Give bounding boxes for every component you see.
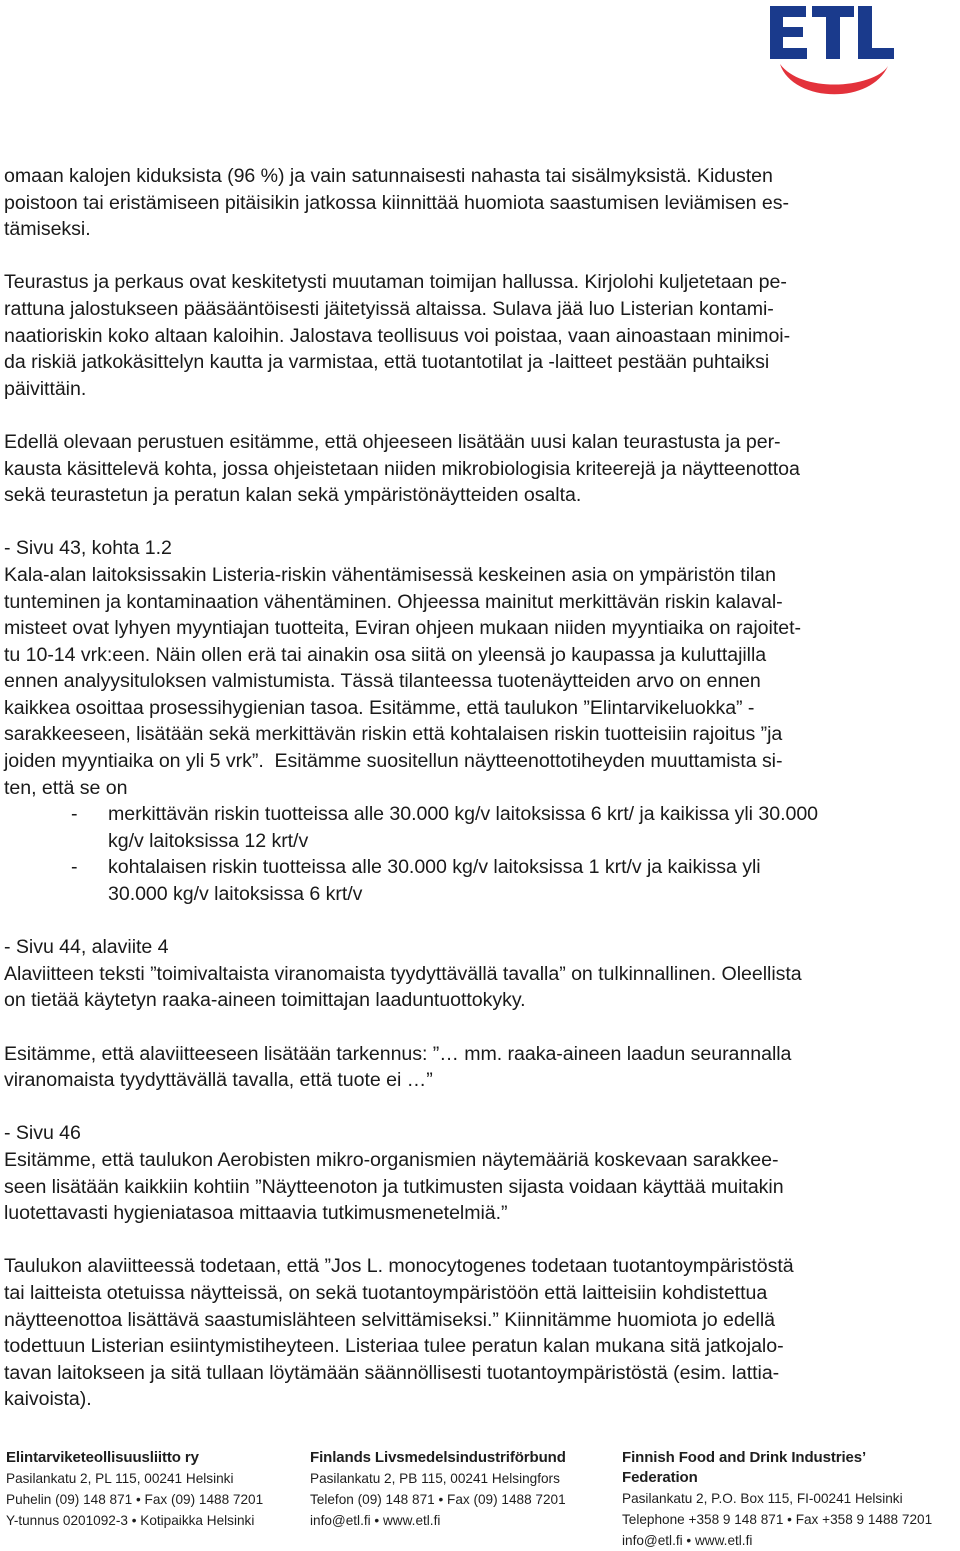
sampling-bullets — [4, 801, 956, 907]
footer-business-id: Y-tunnus 0201092-3 • Kotipaikka Helsinki — [6, 1513, 255, 1528]
text-line: seen lisätään kaikkiin kohtiin ”Näytteenoton ja tutkimusten sijasta voidaan käyttää muitakin — [4, 1175, 784, 1198]
footer-column-en — [622, 1448, 942, 1551]
footer-phone: Puhelin (09) 148 871 • Fax (09) 1488 7201 — [6, 1492, 264, 1507]
text-line: tunteminen ja kontaminaation vähentäminen. Ohjeessa mainitut merkittävän riskin kalaval- — [4, 590, 783, 613]
text-line: ennen analyysituloksen valmistumista. Tässä tilanteessa tuotenäytteiden arvo on ennen — [4, 670, 761, 693]
footer-contact: info@etl.fi • www.etl.fi — [310, 1513, 441, 1528]
footer-address: Pasilankatu 2, P.O. Box 115, FI-00241 Helsinki — [622, 1491, 903, 1506]
text-line: - Sivu 46 — [4, 1122, 81, 1145]
etl-logo — [762, 2, 898, 112]
text-line: poistoon tai eristämiseen pitäisikin jatkossa kiinnittää huomiota saastumisen leviämisen es- — [4, 191, 789, 214]
footer-address: Pasilankatu 2, PB 115, 00241 Helsingfors — [310, 1471, 560, 1486]
text-line: sekä teurastetun ja peratun kalan sekä ympäristönäytteiden osalta. — [4, 484, 582, 507]
bullet-text: kg/v laitoksissa 12 krt/v — [108, 829, 309, 852]
text-line: naatioriskin koko altaan kaloihin. Jalostava teollisuus voi poistaa, vaan ainoastaan minimoi- — [4, 324, 791, 347]
text-line: Taulukon alaviitteessä todetaan, että ”Jos L. monocytogenes todetaan tuotantoympäristöstä — [4, 1255, 794, 1278]
bullet-item-line — [4, 801, 956, 828]
text-line: - Sivu 44, alaviite 4 — [4, 936, 169, 959]
text-line: kausta käsittelevä kohta, jossa ohjeistetaan niiden mikrobiologisia kriteerejä ja näytteenottoa — [4, 457, 800, 480]
text-line: Teurastus ja perkaus ovat keskitetysti muutaman toimijan hallussa. Kirjolohi kuljetetaan pe- — [4, 271, 787, 294]
text-line: Esitämme, että alaviitteeseen lisätään tarkennus: ”… mm. raaka-aineen laadun seurannalla — [4, 1042, 792, 1065]
footer-org-name: Elintarviketeollisuusliitto ry — [6, 1449, 199, 1466]
paragraph-gap — [4, 509, 956, 536]
letter-body — [4, 163, 956, 1413]
paragraph-gap — [4, 243, 956, 270]
bullet-dash: - — [71, 856, 78, 879]
text-line: - Sivu 43, kohta 1.2 — [4, 537, 172, 560]
text-line: viranomaista tyydyttävällä tavalla, että tuote ei …” — [4, 1069, 433, 1092]
text-line: todettuun Listerian esiintymistiheyteen. Listeriaa tulee peratun kalan mukana sitä jatkojalo- — [4, 1335, 784, 1358]
body-block-2 — [4, 908, 956, 1413]
text-line: sarakkeeseen, lisätään sekä merkittävän riskin että kohtalaisen riskin tuotteisiin rajoitus ”ja — [4, 723, 783, 746]
paragraph-gap — [4, 908, 956, 935]
footer-column-fi — [6, 1448, 326, 1531]
footer-org-name: Finnish Food and Drink Industries’ Federation — [622, 1449, 866, 1486]
paragraph-gap — [4, 402, 956, 429]
letterhead-footer — [0, 1448, 960, 1548]
text-line: tu 10-14 vrk:een. Näin ollen erä tai ainakin osa siitä on yleensä jo kaupassa ja kuluttajilla — [4, 643, 767, 666]
footer-column-sv — [310, 1448, 630, 1531]
footer-address: Pasilankatu 2, PL 115, 00241 Helsinki — [6, 1471, 234, 1486]
text-line: misteet ovat lyhyen myyntiajan tuotteita, Eviran ohjeen mukaan niiden myyntiaika on rajoitet- — [4, 617, 801, 640]
text-line: tämiseksi. — [4, 218, 91, 241]
text-line: kaikkea osoittaa prosessihygienian tasoa. Esitämme, että taulukon ”Elintarvikeluokka” - — [4, 696, 755, 719]
footer-contact: info@etl.fi • www.etl.fi — [622, 1533, 753, 1548]
text-line: Alaviitteen teksti ”toimivaltaista viranomaista tyydyttävällä tavalla” on tulkinnallinen. Oleellista — [4, 962, 802, 985]
footer-phone: Telefon (09) 148 871 • Fax (09) 1488 7201 — [310, 1492, 566, 1507]
text-line: ten, että se on — [4, 776, 128, 799]
text-line: on tietää käytetyn raaka-aineen toimittajan laaduntuottokyky. — [4, 989, 526, 1012]
body-block-1 — [4, 163, 956, 801]
text-line: Edellä olevaan perustuen esitämme, että ohjeeseen lisätään uusi kalan teurastusta ja per- — [4, 430, 781, 453]
footer-phone: Telephone +358 9 148 871 • Fax +358 9 1488 7201 — [622, 1512, 933, 1527]
text-line: näytteenottoa lisättävä saastumislähteen selvittämiseksi.” Kiinnitämme huomiota jo edellä — [4, 1308, 775, 1331]
text-line: tai laitteista otetuissa näytteissä, on sekä tuotantoympäristöön että laitteisiin kohdistettua — [4, 1281, 768, 1304]
text-line: Kala-alan laitoksissakin Listeria-riskin vähentämisessä keskeinen asia on ympäristön tilan — [4, 563, 776, 586]
paragraph-gap — [4, 1094, 956, 1121]
bullet-text: kohtalaisen riskin tuotteissa alle 30.000 kg/v laitoksissa 1 krt/v ja kaikissa yli — [108, 856, 761, 879]
footer-org-name: Finlands Livsmedelsindustriförbund — [310, 1449, 566, 1466]
paragraph-gap — [4, 1014, 956, 1041]
text-line: rattuna jalostukseen pääsääntöisesti jäitetyissä altaissa. Sulava jää luo Listerian kontami- — [4, 297, 774, 320]
bullet-dash: - — [71, 803, 78, 826]
text-line: tavan laitokseen ja sitä tullaan löytämään säännöllisesti tuotantoympäristöstä (esim. lattia- — [4, 1361, 780, 1384]
text-line: Esitämme, että taulukon Aerobisten mikro-organismien näytemääriä koskevaan sarakkee- — [4, 1148, 779, 1171]
paragraph-gap — [4, 1227, 956, 1254]
text-line: da riskiä jatkokäsittelyn kautta ja varmistaa, että tuotantotilat ja -laitteet pestään puhtaiksi — [4, 351, 770, 374]
text-line: omaan kalojen kiduksista (96 %) ja vain satunnaisesti nahasta tai sisälmyksistä. Kidusten — [4, 165, 773, 187]
text-line: päivittäin. — [4, 377, 87, 400]
bullet-item-line — [4, 828, 956, 855]
text-line: luotettavasti hygieniatasoa mittaavia tutkimusmenetelmiä.” — [4, 1202, 508, 1225]
text-line: kaivoista). — [4, 1388, 92, 1411]
bullet-item-line — [4, 854, 956, 881]
bullet-text: merkittävän riskin tuotteissa alle 30.000 kg/v laitoksissa 6 krt/ ja kaikissa yli 30.000 — [108, 803, 819, 826]
bullet-item-line — [4, 881, 956, 908]
bullet-text: 30.000 kg/v laitoksissa 6 krt/v — [108, 883, 363, 906]
text-line: joiden myyntiaika on yli 5 vrk”. Esitämme suositellun näytteenottotiheyden muuttamista si- — [4, 750, 783, 773]
